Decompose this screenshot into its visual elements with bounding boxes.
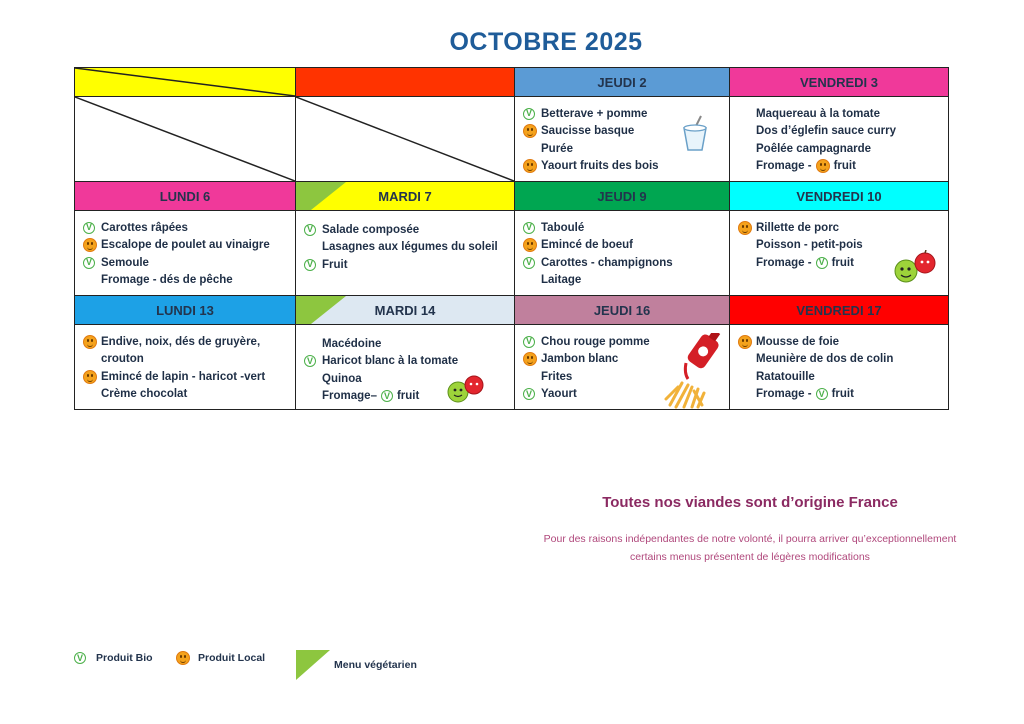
menu-item — [83, 368, 291, 386]
menu-item — [83, 386, 291, 404]
ketchup-fries-icon — [662, 333, 722, 411]
menu-item — [738, 140, 944, 158]
menu-item — [738, 219, 944, 237]
legend-bio — [74, 652, 153, 664]
empty-cell-diagonal — [75, 97, 295, 181]
bio-icon: V — [83, 222, 101, 234]
day-label: LUNDI 13 — [156, 302, 214, 318]
local-icon — [523, 124, 541, 138]
disclaimer-note — [500, 530, 1000, 566]
menu-item — [304, 335, 510, 353]
day-menu — [75, 325, 296, 410]
menu-item-text: Meunière de dos de colin — [756, 353, 894, 366]
disclaimer-line-1: Pour des raisons indépendantes de notre volonté, il pourra arriver qu’exceptionnellement — [543, 533, 957, 545]
local-icon — [83, 335, 101, 349]
fruit-icon — [893, 250, 937, 284]
local-icon — [738, 221, 756, 235]
menu-item-text: Emincé de boeuf — [541, 239, 634, 252]
day-label: JEUDI 9 — [597, 188, 647, 204]
menu-item-text: Saucisse basque — [541, 125, 635, 138]
day-header — [515, 68, 730, 97]
day-menu — [75, 97, 296, 182]
day-menu — [515, 211, 730, 296]
menu-item — [83, 254, 291, 272]
menu-item — [304, 221, 510, 239]
menu-item-text: Crème chocolat — [101, 388, 188, 401]
menu-item-text: Carottes - champignons — [541, 256, 673, 269]
menu-item-text: Escalope de poulet au vinaigre — [101, 239, 270, 252]
empty-cell-diagonal — [75, 68, 295, 96]
menu-item-text: Fromage - — [756, 160, 812, 173]
bio-icon: V — [816, 257, 828, 269]
day-header — [730, 182, 949, 211]
day-menu — [730, 325, 949, 410]
menu-item-text: Yaourt — [541, 388, 577, 401]
menu-item-text: Rillette de porc — [756, 221, 840, 234]
menu-item-suffix: fruit — [831, 256, 854, 269]
menu-item — [304, 239, 510, 257]
day-header — [296, 68, 515, 97]
day-header — [75, 68, 296, 97]
menu-item-suffix: fruit — [833, 160, 856, 173]
day-label: MARDI 7 — [378, 188, 432, 204]
legend-local — [176, 651, 265, 665]
day-header — [730, 68, 949, 97]
menu-grid — [74, 67, 949, 410]
menu-item-text: Frites — [541, 370, 573, 383]
menu-item-text: Fromage - dés de pêche — [101, 274, 233, 287]
menu-item-text: Emincé de lapin - haricot -vert — [101, 370, 266, 383]
vegetarian-triangle-icon — [296, 296, 346, 325]
menu-item-text: Mousse de foie — [756, 335, 840, 348]
menu-item — [738, 158, 944, 176]
menu-item-text: Salade composée — [322, 223, 420, 236]
bio-icon: V — [523, 222, 541, 234]
day-label: VENDREDI 17 — [796, 302, 882, 318]
local-icon — [176, 651, 194, 665]
menu-item-text: Quinoa — [322, 372, 362, 385]
vegetarian-triangle-icon — [296, 182, 346, 211]
legend-local-label: Produit Local — [198, 652, 266, 664]
menu-item — [738, 386, 944, 404]
menu-item — [83, 333, 291, 351]
menu-item — [83, 219, 291, 237]
day-menu — [296, 97, 515, 182]
day-label: LUNDI 6 — [159, 188, 211, 204]
menu-item-text: Chou rouge pomme — [541, 335, 650, 348]
menu-item-text: Betterave + pomme — [541, 107, 648, 120]
bio-icon: V — [523, 257, 541, 269]
day-menu — [75, 211, 296, 296]
menu-item-suffix: fruit — [831, 388, 854, 401]
menu-item — [83, 237, 291, 255]
menu-item — [523, 237, 725, 255]
local-icon — [523, 352, 541, 366]
day-label: JEUDI 16 — [593, 302, 651, 318]
menu-item — [83, 272, 291, 290]
page-title: OCTOBRE 2025 — [449, 28, 643, 56]
menu-item — [523, 158, 725, 176]
day-menu — [296, 211, 515, 296]
menu-item-text: Purée — [541, 142, 573, 155]
day-header — [296, 296, 515, 325]
fruit-icon — [447, 374, 485, 404]
menu-item — [304, 256, 510, 274]
menu-item-text: Fromage - — [756, 256, 812, 269]
menu-item-text: Taboulé — [541, 221, 585, 234]
menu-item-text: Dos d’églefin sauce curry — [756, 125, 896, 138]
menu-item-text: Poêlée campagnarde — [756, 142, 872, 155]
local-icon — [738, 335, 756, 349]
local-icon — [523, 159, 541, 173]
menu-item — [523, 219, 725, 237]
menu-item — [738, 368, 944, 386]
menu-item — [738, 105, 944, 123]
day-label: MARDI 14 — [374, 302, 436, 318]
legend-veg — [296, 650, 417, 680]
bio-icon: V — [304, 224, 322, 236]
vegetarian-triangle-icon — [296, 650, 330, 680]
menu-item-text: Macédoine — [322, 337, 382, 350]
menu-item-text: Yaourt fruits des bois — [541, 160, 659, 173]
menu-item-text: Laitage — [541, 274, 582, 287]
menu-item-text: Jambon blanc — [541, 353, 619, 366]
menu-item — [738, 333, 944, 351]
day-header — [296, 182, 515, 211]
bio-icon: V — [304, 355, 322, 367]
day-header — [515, 182, 730, 211]
origin-note: Toutes nos viandes sont d’origine France — [602, 494, 898, 511]
day-label: JEUDI 2 — [597, 74, 647, 90]
menu-item-text: Lasagnes aux légumes du soleil — [322, 241, 498, 254]
menu-item — [523, 272, 725, 290]
menu-item — [738, 123, 944, 141]
day-menu — [730, 97, 949, 182]
local-icon — [83, 370, 101, 384]
bio-icon: V — [381, 390, 393, 402]
menu-item — [523, 254, 725, 272]
day-header — [75, 182, 296, 211]
menu-item-text: Ratatouille — [756, 370, 815, 383]
menu-item-text: Fruit — [322, 258, 348, 271]
legend-bio-label: Produit Bio — [96, 652, 153, 664]
menu-item-text: Fromage - — [756, 388, 812, 401]
menu-item-suffix: fruit — [396, 390, 420, 403]
legend-veg-label: Menu végétarien — [334, 659, 417, 671]
bio-icon: V — [83, 257, 101, 269]
bio-icon: V — [74, 652, 92, 664]
menu-item-text: Haricot blanc à la tomate — [322, 355, 459, 368]
menu-item-text: Poisson - petit-pois — [756, 239, 863, 252]
menu-item-text: Endive, noix, dés de gruyère, — [101, 335, 261, 348]
menu-item-text: Maquereau à la tomate — [756, 107, 880, 120]
menu-item-text: crouton — [101, 353, 144, 366]
bio-icon: V — [523, 108, 541, 120]
local-icon — [83, 238, 101, 252]
day-label: VENDREDI 10 — [796, 188, 882, 204]
empty-cell-diagonal — [296, 97, 514, 181]
day-header — [730, 296, 949, 325]
bio-icon: V — [523, 336, 541, 348]
bio-icon: V — [304, 259, 322, 271]
disclaimer-line-2: certains menus présentent de légères modifications — [630, 551, 870, 563]
menu-item-text: Semoule — [101, 256, 149, 269]
menu-item-text: Fromage– — [322, 390, 377, 403]
menu-item — [738, 351, 944, 369]
day-label: VENDREDI 3 — [799, 74, 879, 90]
bio-icon: V — [816, 388, 828, 400]
menu-item — [83, 351, 291, 369]
day-header — [515, 296, 730, 325]
menu-item-text: Carottes râpées — [101, 221, 188, 234]
menu-item — [304, 353, 510, 371]
local-icon — [816, 159, 830, 173]
day-header — [75, 296, 296, 325]
local-icon — [523, 238, 541, 252]
yogurt-cup-icon — [681, 114, 711, 152]
bio-icon: V — [523, 388, 541, 400]
